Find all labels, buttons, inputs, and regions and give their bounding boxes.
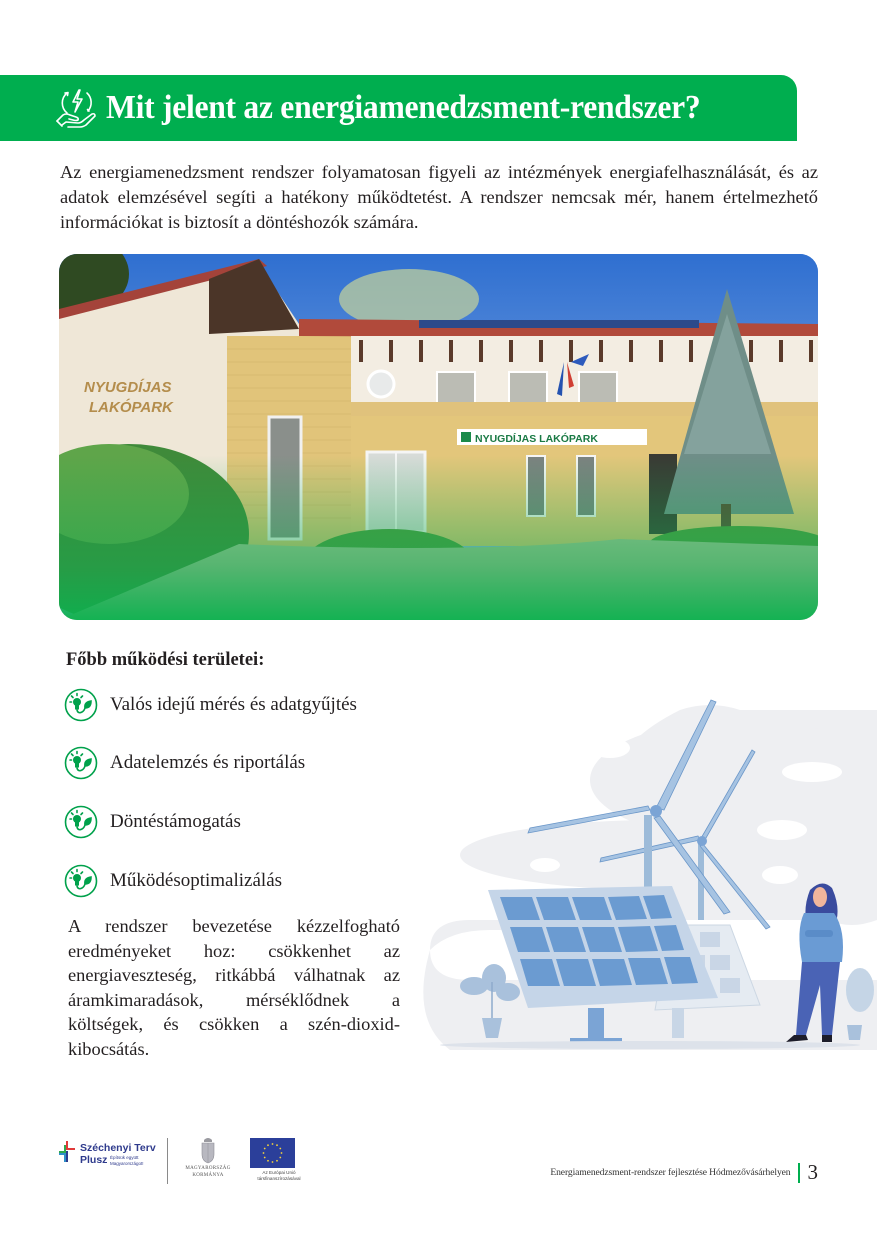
government-text bbox=[178, 1166, 238, 1179]
government-text-line-1: MAGYARORSZÁG bbox=[185, 1166, 231, 1171]
feature-item bbox=[64, 746, 305, 780]
footer-logo-divider bbox=[167, 1138, 168, 1184]
coat-of-arms-icon bbox=[200, 1136, 216, 1164]
bulb-leaf-icon bbox=[64, 864, 98, 898]
eu-logo bbox=[248, 1136, 310, 1186]
szechenyi-cross-icon bbox=[58, 1140, 78, 1164]
renewable-energy-illustration bbox=[410, 690, 877, 1060]
eu-text-line-1: Az Európai Unió bbox=[262, 1170, 296, 1175]
section-header bbox=[0, 75, 797, 141]
building-photo-illustration bbox=[59, 254, 818, 620]
szechenyi-terv-logo bbox=[58, 1140, 168, 1180]
szechenyi-plus: Plusz bbox=[80, 1154, 108, 1166]
page-title: Mit jelent az energiamenedzsment-rendszer? bbox=[106, 89, 701, 126]
building-photo bbox=[59, 254, 818, 620]
hand-energy-icon bbox=[54, 85, 100, 131]
feature-item bbox=[64, 688, 357, 722]
bulb-leaf-icon bbox=[64, 805, 98, 839]
summary-paragraph: A rendszer bevezetése kézzelfogható eredményeket hoz: csökkenhet az energiaveszteség, ritkábbá válhatnak az áramkimaradások, mérséklődnek a költségek, és csökken a szén-dioxid-kibocsátás. bbox=[68, 916, 400, 1059]
footer-accent-bar bbox=[798, 1163, 800, 1183]
szechenyi-name: Széchenyi Terv bbox=[80, 1142, 156, 1154]
eu-flag-icon bbox=[250, 1138, 295, 1168]
bulb-leaf-icon bbox=[64, 746, 98, 780]
government-text-line-2: KORMÁNYA bbox=[192, 1172, 224, 1178]
feature-label: Valós idejű mérés és adatgyűjtés bbox=[110, 694, 357, 715]
szechenyi-tagline: Építsük együtt Magyarországot! bbox=[110, 1155, 144, 1166]
page-footer bbox=[550, 1160, 818, 1185]
eu-text-line-2: társfinanszírozásával bbox=[257, 1176, 301, 1181]
footer-caption: Energiamenedzsment-rendszer fejlesztése Hódmezővásárhelyen bbox=[550, 1167, 791, 1178]
page-number: 3 bbox=[807, 1160, 818, 1184]
features-heading: Főbb működési területei: bbox=[66, 650, 265, 670]
hungarian-government-logo bbox=[178, 1136, 238, 1186]
intro-paragraph: Az energiamenedzsment rendszer folyamatosan figyeli az intézmények energiafelhasználását, és az adatok elemzésével segíti a hatékony működtetést. A rendszer nemcsak mér, hanem értelmezhető információkat is biztosít a döntéshozók számára. bbox=[60, 162, 818, 232]
eu-text bbox=[244, 1170, 314, 1182]
feature-label: Adatelemzés és riportálás bbox=[110, 752, 306, 773]
bulb-leaf-icon bbox=[64, 688, 98, 722]
feature-item bbox=[64, 805, 241, 839]
feature-label: Döntéstámogatás bbox=[110, 811, 241, 832]
feature-item bbox=[64, 864, 282, 898]
feature-label: Működésoptimalizálás bbox=[110, 870, 283, 891]
